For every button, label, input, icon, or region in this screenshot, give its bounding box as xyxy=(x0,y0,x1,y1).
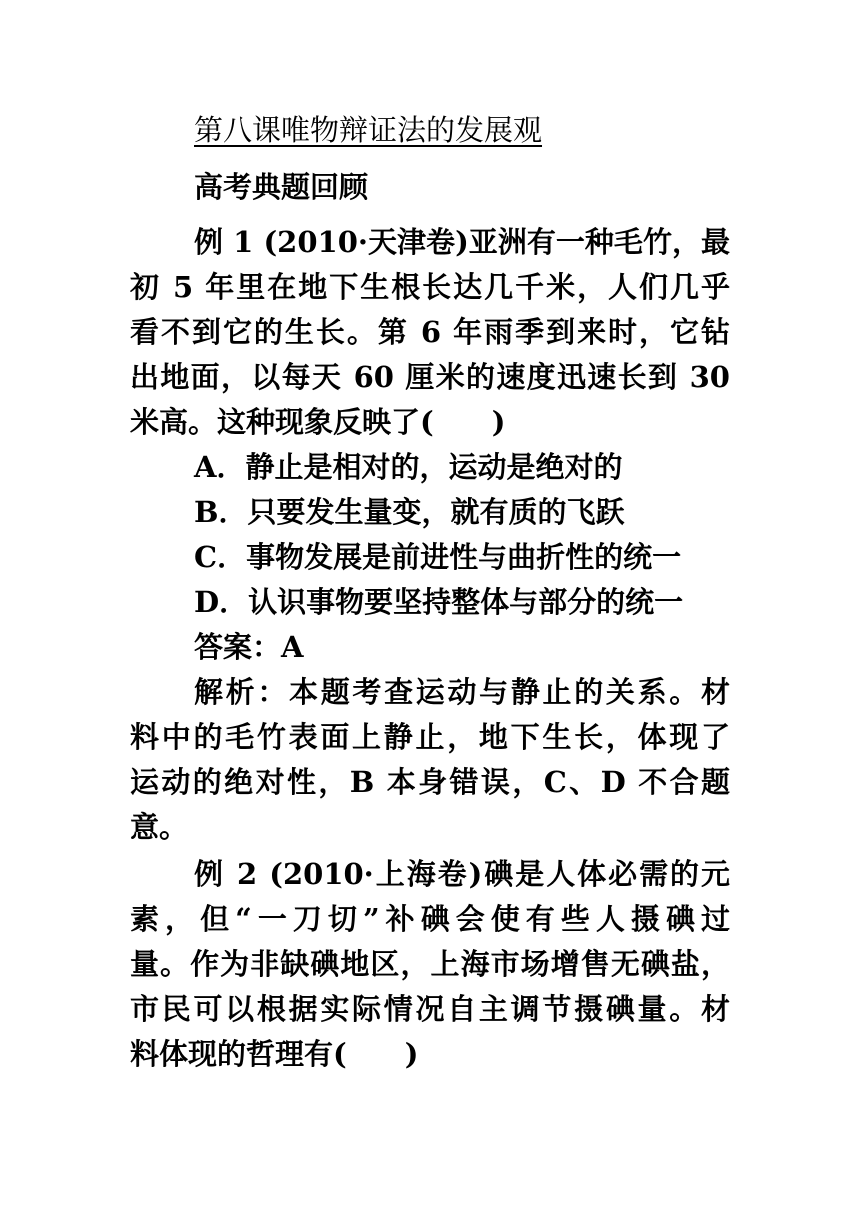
question-2-line-1: 例 2 (2010·上海卷)碘是人体必需的元 xyxy=(194,857,730,891)
question-2-line-4: 市民可以根据实际情况自主调节摄碘量。材 xyxy=(130,992,730,1026)
question-2-line-2: 素，但“一刀切”补碘会使有些人摄碘过 xyxy=(130,902,730,936)
question-1-line-1: 例 1 (2010·天津卷)亚洲有一种毛竹，最 xyxy=(194,225,730,259)
option-b: B．只要发生量变，就有质的飞跃 xyxy=(194,495,625,529)
analysis-line-3: 运动的绝对性，B 本身错误，C、D 不合题 xyxy=(130,765,730,799)
question-1-line-2: 初 5 年里在地下生根长达几千米，人们几乎 xyxy=(130,270,730,304)
option-a: A．静止是相对的，运动是绝对的 xyxy=(194,450,623,484)
lesson-title: 第八课唯物辩证法的发展观 xyxy=(194,113,543,147)
question-2-line-5: 料体现的哲理有( ) xyxy=(130,1037,419,1071)
analysis-line-1: 解析：本题考查运动与静止的关系。材 xyxy=(194,675,730,709)
answer: 答案：A xyxy=(194,630,304,664)
question-2-line-3: 量。作为非缺碘地区，上海市场增售无碘盐， xyxy=(130,947,730,981)
question-1-line-4: 出地面，以每天 60 厘米的速度迅速长到 30 xyxy=(130,360,730,394)
option-d: D．认识事物要坚持整体与部分的统一 xyxy=(194,585,684,619)
analysis-line-2: 料中的毛竹表面上静止，地下生长，体现了 xyxy=(130,720,730,754)
option-c: C．事物发展是前进性与曲折性的统一 xyxy=(194,540,682,574)
analysis-line-4: 意。 xyxy=(130,810,189,844)
section-heading: 高考典题回顾 xyxy=(194,170,369,204)
question-1-line-5: 米高。这种现象反映了( ) xyxy=(130,405,506,439)
question-1-line-3: 看不到它的生长。第 6 年雨季到来时，它钻 xyxy=(130,315,730,349)
